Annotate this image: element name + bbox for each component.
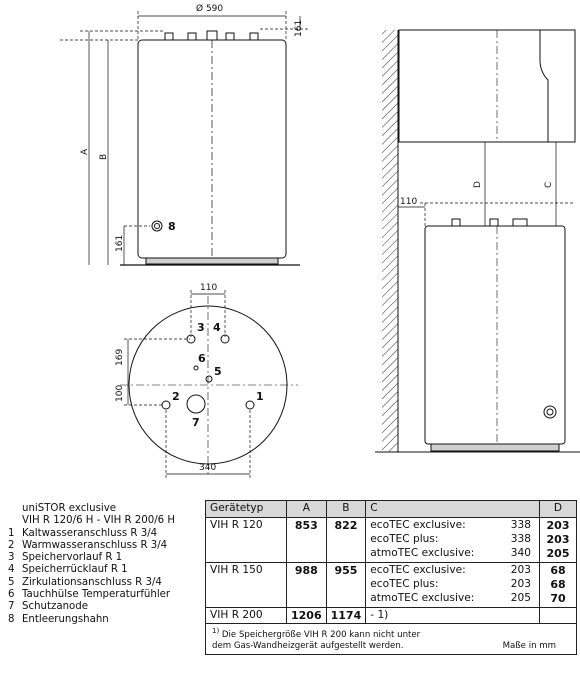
table-footnote: $^{1)}$ Die Speichergröße VIH R 200 kann nicht unter dem Gas-Wandheizgerät aufgestellt werden. Maße in mm <box>206 624 577 655</box>
label-8: 8 <box>168 220 176 233</box>
dim-340: 340 <box>199 463 217 473</box>
top-view <box>120 296 298 474</box>
dim-a: A <box>80 148 90 155</box>
label-1: 1 <box>256 390 264 403</box>
legend-title-2: VIH R 120/6 H - VIH R 200/6 H <box>22 515 176 527</box>
label-4: 4 <box>213 321 221 334</box>
legend-item: 6 Tauchhülse Temperaturfühler <box>8 589 171 601</box>
legend-item: 5 Zirkulationsanschluss R 3/4 <box>8 576 162 588</box>
label-5: 5 <box>214 365 222 378</box>
legend <box>8 503 175 626</box>
table-header: Gerätetyp A B C D <box>206 501 577 518</box>
dim-d: D <box>473 181 483 188</box>
legend-item: 7 Schutzanode <box>8 601 88 613</box>
label-3: 3 <box>197 321 205 334</box>
dim-top: 161 <box>294 19 304 37</box>
side-view <box>375 30 580 452</box>
spec-table <box>205 500 577 655</box>
dim-diameter: Ø 590 <box>196 4 224 14</box>
label-7: 7 <box>192 416 200 429</box>
dim-169: 169 <box>115 348 125 366</box>
dim-100: 100 <box>115 384 125 402</box>
front-view <box>120 31 300 265</box>
dim-b: B <box>99 153 109 160</box>
legend-title-1: uniSTOR exclusive <box>22 503 117 514</box>
legend-item: 8 Entleerungshahn <box>8 613 109 625</box>
table-row: VIH R 150 988 955 ecoTEC exclusive: ecoTEC plus: atmoTEC exclusive: 203 203 205 68 68 70 <box>206 563 577 608</box>
dim-161: 161 <box>115 234 125 252</box>
dim-c: C <box>544 181 554 188</box>
legend-item: 3 Speichervorlauf R 1 <box>8 552 123 564</box>
legend-item: 2 Warmwasseranschluss R 3/4 <box>8 539 168 551</box>
legend-item: 4 Speicherrücklauf R 1 <box>8 564 128 576</box>
dim-110-top: 110 <box>200 283 218 293</box>
label-6: 6 <box>198 352 206 365</box>
table-row: VIH R 120 853 822 ecoTEC exclusive: ecoTEC plus: atmoTEC exclusive: 338 338 340 203 203 205 <box>206 518 577 563</box>
label-2: 2 <box>172 390 180 403</box>
table-row: VIH R 200 1206 1174 - 1) <box>206 608 577 624</box>
legend-item: 1 Kaltwasseranschluss R 3/4 <box>8 527 158 539</box>
units-note: Maße in mm <box>502 640 556 651</box>
dim-110-side: 110 <box>400 197 418 207</box>
